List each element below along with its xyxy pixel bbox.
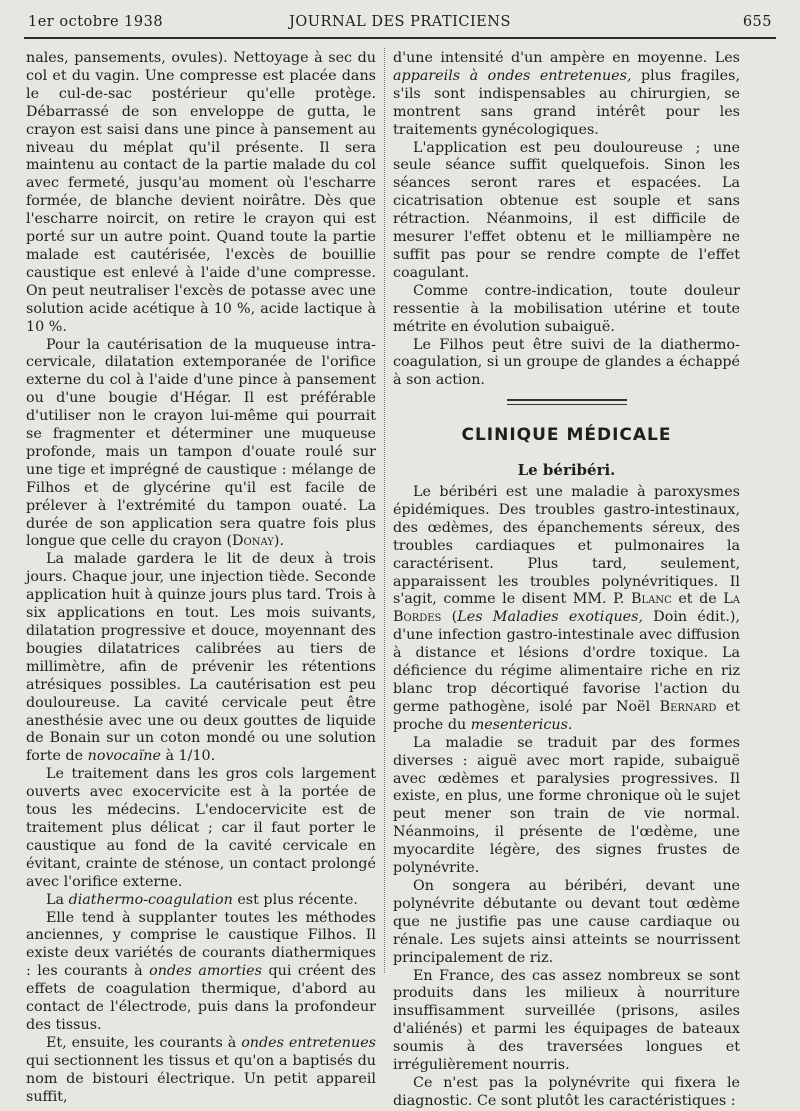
- column-divider: [384, 48, 385, 973]
- paragraph: nales, pansements, ovules). Nettoyage à sec du col et du vagin. Une compresse est placée dans le cul-de-sac postérieur qu'elle protège. Débarrassé de son enveloppe de gutta, le crayon est saisi dans une pince à pansement au niveau du méplat qu'il présente. Il sera maintenu au contact de la partie malade du col avec fermeté, jusqu'au moment où l'escharre formée, de blanche devient noirâtre. Dès que l'escharre noircit, on retire le crayon qui est porté sur un autre point. Quand toute la partie malade est cautérisée, l'excès de bouillie caustique est enlevé à l'aide d'une compresse. On peut neutraliser l'excès de potasse avec une solution acide acétique à 10 %, acide lactique à 10 %.: [26, 50, 376, 335]
- paragraph: Le traitement dans les gros cols largement ouverts avec exocervicite est à la portée de tous les médecins. L'endocervicite est de traitement plus délicat ; car il faut porter le caustique au fond de la cavité cervicale en évitant, crainte de sténose, un contact prolongé avec l'orifice externe.: [26, 766, 376, 890]
- right-column: [393, 50, 740, 1111]
- section-separator: [507, 399, 627, 401]
- left-column: [26, 50, 376, 1106]
- paragraph: La maladie se traduit par des formes diverses : aiguë avec mort rapide, subaiguë avec œdèmes et paralysies progressives. Il existe, en plus, une forme chronique où le sujet peut mener son train de vie normal. Néanmoins, il présente de l'œdème, une myocardite légère, des signes frustes de polynévrite.: [393, 734, 740, 877]
- author-name: Donay: [232, 533, 274, 550]
- article-title: Le béribéri.: [517, 461, 616, 480]
- page-number: 655: [742, 14, 772, 30]
- paragraph: La malade gardera le lit de deux à trois jours. Chaque jour, une injection tiède. Seconde application huit à quinze jours plus tard. Trois à six applications en tout. Les mois suivants, dilatation progressive et douce, moyennant des bougies dilatatrices calibrées au tiers de millimètre, afin de prévenir les rétentions atrésiques possibles. La cautérisation est peu douloureuse. La cavité cervicale peut être anesthésie avec une ou deux gouttes de liquide de Bonain sur un coton mondé ou une solution forte de novocaïne à 1/10.: [26, 551, 376, 765]
- paragraph: Comme contre-indication, toute douleur ressentie à la mobilisation utérine et toute métrite en évolution subaiguë.: [393, 282, 740, 335]
- paragraph: Elle tend à supplanter toutes les méthodes anciennes, y comprise le caustique Filhos. Il existe deux variétés de courants diathermiques : les courants à ondes amorties qui créent des effets de coagulation thermique, d'abord au contact de l'électrode, puis dans la profondeur des tissus.: [26, 909, 377, 1033]
- author-name: La Bordes: [393, 591, 740, 626]
- paragraph: Et, ensuite, les courants à ondes entretenues qui sectionnent les tissus et qu'on a baptisés du nom de bistouri électrique. Un petit appareil suffit,: [26, 1034, 376, 1105]
- paragraph: En France, des cas assez nombreux se sont produits dans les milieux à nourriture insuffisamment surveillée (prisons, asiles d'aliénés) et parmi les équipages de bateaux soumis à des traversées longues et irrégulièrement nourris.: [393, 967, 740, 1074]
- header-rule: [24, 37, 776, 39]
- author-name: Blanc: [630, 591, 672, 608]
- page-header: [28, 14, 772, 36]
- paragraph: L'application est peu douloureuse ; une seule séance suffit quelquefois. Sinon les séances seront rares et espacées. La cicatrisation obtenue est souple et sans rétraction. Néanmoins, il est difficile de mesurer l'effet obtenu et le milliampère ne suffit pas pour se rendre compte de l'effet coagulant.: [393, 139, 740, 281]
- journal-title: JOURNAL DES PRATICIENS: [289, 14, 511, 30]
- paragraph: Le Filhos peut être suivi de la diathermo-coagulation, si un groupe de glandes a échappé à son action.: [393, 336, 740, 389]
- author-name: Bernard: [659, 698, 717, 715]
- paragraph: Le béribéri est une maladie à paroxysmes épidémiques. Des troubles gastro-intestinaux, des œdèmes, des épanchements séreux, des troubles cardiaques et pulmonaires la caractérisent. Plus tard, seulement, apparaissent les troubles polynévritiques. Il s'agit, comme le disent MM. P. Blanc et de La Bordes (Les Maladies exotiques, Doin édit.), d'une infection gastro-intestinale avec diffusion à distance et lésions d'ordre toxique. La déficience du régime alimentaire riche en riz blanc trop décortiqué favorise l'action du germe pathogène, isolé par Noël Bernard et proche du mesentericus.: [393, 484, 740, 733]
- section-title: CLINIQUE MÉDICALE: [461, 425, 672, 446]
- paragraph: On songera au béribéri, devant une polynévrite débutante ou devant tout œdème que ne justifie pas une cause cardiaque ou rénale. Les sujets ainsi atteints se nourrissent principalement de riz.: [393, 877, 740, 966]
- issue-date: 1er octobre 1938: [28, 14, 164, 30]
- paragraph: La diathermo-coagulation est plus récente.: [46, 891, 358, 908]
- paragraph: Pour la cautérisation de la muqueuse intra-cervicale, dilatation extemporanée de l'orifice externe du col à l'aide d'une pince à pansement ou d'une bougie d'Hégar. Il est préférable d'utiliser non le crayon lui-même qui pourrait se fragmenter et déterminer une muqueuse profonde, mais un tampon d'ouate roulé sur une tige et imprégné de caustique : mélange de Filhos et de glycérine qu'il est facile de prélever à l'extrémité du tampon ouaté. La durée de son application sera quatre fois plus longue que celle du crayon (Donay).: [26, 336, 376, 550]
- paragraph: d'une intensité d'un ampère en moyenne. Les appareils à ondes entretenues, plus fragiles, s'ils sont indispensables au chirurgien, se montrent sans grand intérêt pour les traitements gynécologiques.: [393, 50, 740, 138]
- paragraph: Ce n'est pas la polynévrite qui fixera le diagnostic. Ce sont plutôt les caractéristiques :: [393, 1074, 740, 1109]
